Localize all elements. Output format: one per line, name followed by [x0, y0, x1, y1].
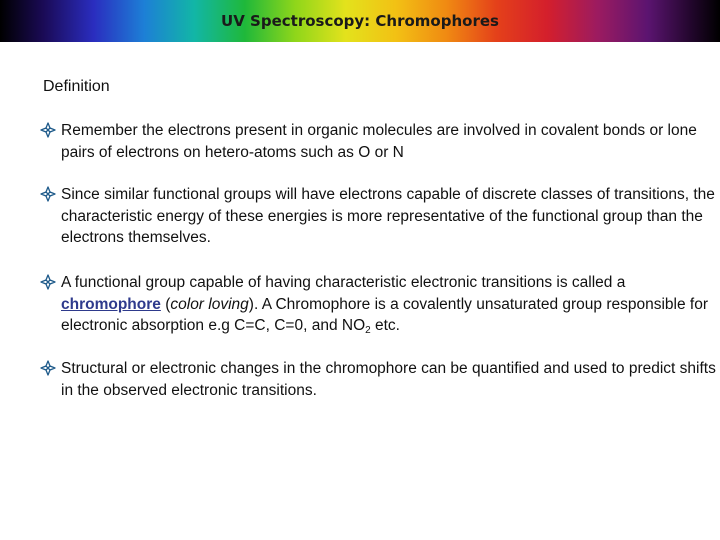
- section-heading: Definition: [43, 78, 110, 95]
- page-title: UV Spectroscopy: Chromophores: [221, 12, 499, 30]
- diamond-bullet-icon: [40, 186, 56, 202]
- diamond-bullet-icon: [40, 360, 56, 376]
- bullet-text: Structural or electronic changes in the chromophore can be quantified and used to predict shifts in the observed electronic transitions.: [61, 360, 716, 399]
- subscript-two: 2: [365, 325, 371, 336]
- diamond-bullet-icon: [40, 274, 56, 290]
- bullet-text-paren: (: [160, 295, 171, 313]
- bullet-item: [40, 358, 716, 401]
- bullet-item: [40, 272, 716, 342]
- bullet-text: [61, 272, 716, 342]
- diamond-bullet-icon: [40, 122, 56, 138]
- bullet-text-before: A functional group capable of having characteristic electronic transitions is called a: [61, 274, 626, 291]
- italic-term: color loving: [170, 295, 249, 313]
- bullet-item: [40, 120, 716, 163]
- bullet-text-after: ). A Chromophore is a covalently unsaturated group responsible for electronic absorption e.g C=C, C=0, and NO: [61, 295, 709, 334]
- chromophore-term: chromophore: [61, 295, 161, 313]
- bullet-text: Since similar functional groups will have electrons capable of discrete classes of transitions, the characteristic energy of these energies is more representative of the functional group than the electrons themselves.: [61, 186, 715, 246]
- bullet-item: [40, 184, 716, 249]
- bullet-text: Remember the electrons present in organic molecules are involved in covalent bonds or lone pairs of electrons on hetero-atoms such as O or N: [61, 122, 697, 161]
- bullet-text-end: etc.: [370, 317, 400, 334]
